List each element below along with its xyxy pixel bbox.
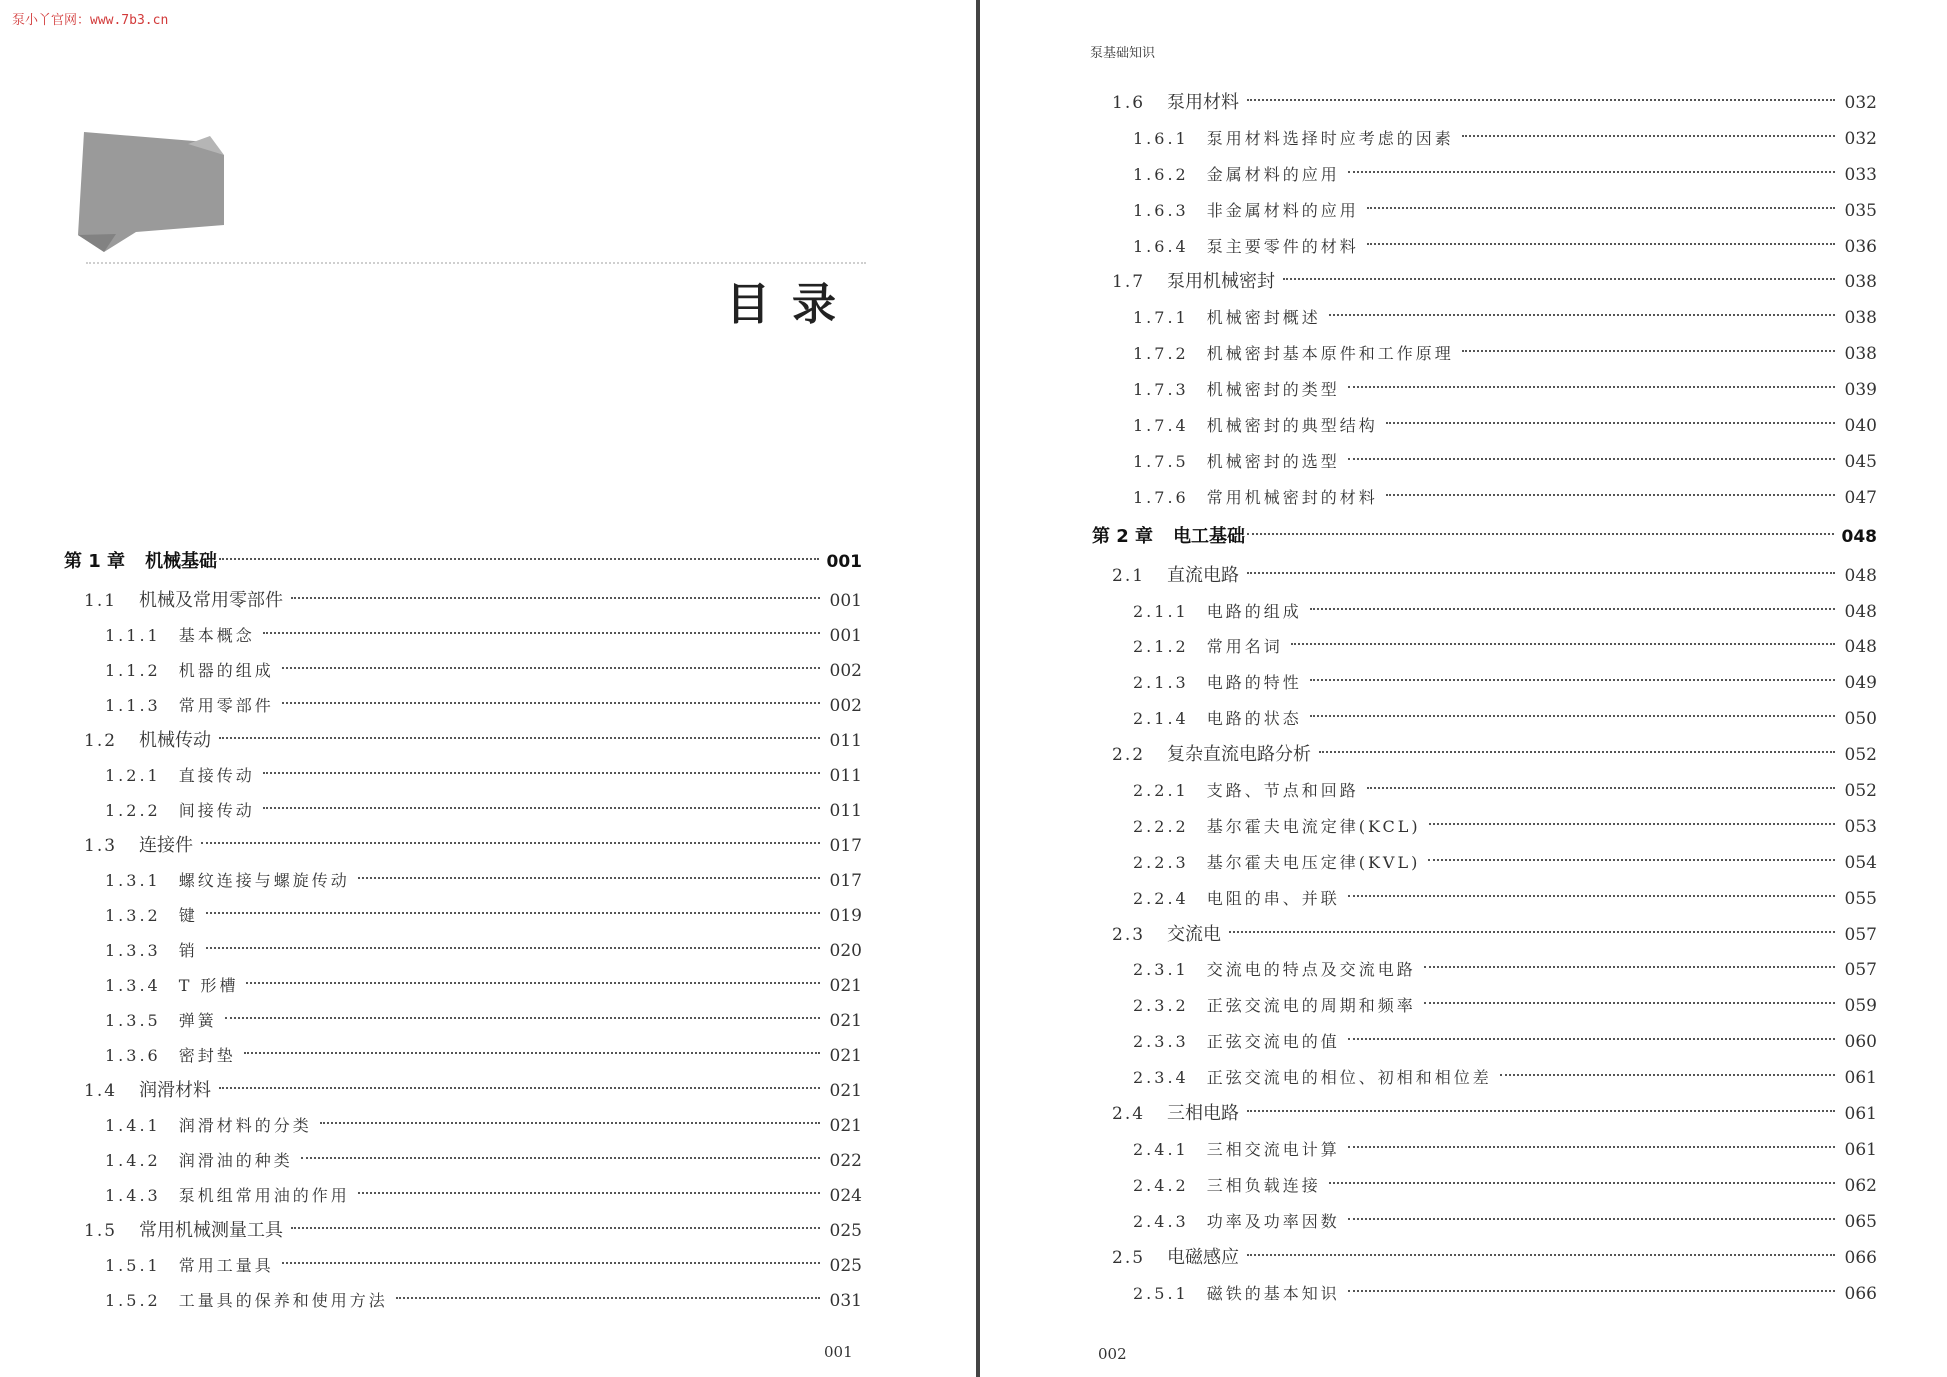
dot-leader [1229, 931, 1835, 933]
entry-title: 直接传动 [178, 766, 255, 785]
entry-number: 1.7.2 [1133, 344, 1189, 364]
toc-entry-section[interactable] [64, 1073, 862, 1108]
entry-title: T 形槽 [178, 976, 239, 995]
entry-page-number: 066 [1844, 1283, 1877, 1304]
dot-leader [358, 877, 820, 879]
toc-entry-section[interactable] [1092, 85, 1877, 121]
dot-leader [1310, 608, 1835, 610]
running-head: 泵基础知识 [1090, 46, 1156, 61]
entry-title: 电工基础 [1173, 525, 1246, 547]
dot-leader [1367, 207, 1835, 209]
toc-entry-section[interactable] [1092, 917, 1877, 953]
dot-leader [1247, 572, 1835, 574]
dot-leader [219, 558, 818, 560]
entry-page-number: 057 [1844, 960, 1877, 981]
entry-page-number: 011 [829, 801, 862, 821]
entry-number: 1.3.6 [105, 1046, 161, 1065]
watermark: 泵小丫官网：www.7b3.cn [12, 13, 169, 28]
toc-entry-section[interactable] [1092, 737, 1877, 773]
entry-number: 1.7 [1112, 272, 1146, 293]
entry-page-number: 048 [1841, 526, 1877, 547]
entry-title: 基尔霍夫电流定律(KCL) [1206, 816, 1421, 836]
dot-leader [1348, 1218, 1835, 1220]
entry-page-number: 002 [829, 696, 862, 716]
entry-title: 常用名词 [1206, 637, 1283, 657]
toc-entry-subsection[interactable] [1092, 629, 1877, 665]
entry-number: 2.1.3 [1133, 673, 1189, 693]
entry-number: 2.2 [1112, 745, 1146, 766]
toc-entry-subsection[interactable] [1092, 193, 1877, 229]
entry-number: 1.7.3 [1133, 380, 1189, 400]
entry-page-number: 011 [829, 766, 862, 786]
entry-number: 1.4.2 [105, 1151, 161, 1170]
toc-entry-subsection[interactable] [1092, 480, 1877, 516]
entry-title: 电阻的串、并联 [1206, 888, 1340, 908]
entry-page-number: 020 [829, 941, 862, 961]
entry-title: 三相电路 [1167, 1103, 1240, 1125]
entry-page-number: 021 [829, 1116, 862, 1136]
entry-number: 2.3.2 [1133, 996, 1189, 1016]
dot-leader [1424, 1002, 1835, 1004]
dot-leader [1247, 1110, 1835, 1112]
entry-page-number: 038 [1844, 272, 1877, 293]
entry-page-number: 021 [829, 1046, 862, 1066]
entry-title: 电路的特性 [1206, 673, 1302, 693]
dot-leader [1367, 243, 1835, 245]
entry-page-number: 052 [1844, 781, 1877, 802]
entry-page-number: 001 [829, 591, 862, 611]
entry-title: 泵机组常用油的作用 [178, 1186, 350, 1205]
entry-number: 2.2.4 [1133, 888, 1189, 908]
entry-number: 2.1.1 [1133, 601, 1189, 621]
entry-page-number: 035 [1844, 200, 1877, 221]
dot-leader [1348, 171, 1835, 173]
entry-title: 复杂直流电路分析 [1167, 744, 1312, 766]
entry-number: 2.2.2 [1133, 816, 1189, 836]
entry-number: 1.4.1 [105, 1116, 161, 1135]
entry-title: 电路的状态 [1206, 709, 1302, 729]
dot-leader [1348, 458, 1835, 460]
dot-leader [206, 912, 820, 914]
entry-number: 1.6.3 [1133, 200, 1189, 220]
entry-page-number: 038 [1844, 344, 1877, 365]
entry-page-number: 048 [1844, 565, 1877, 586]
entry-page-number: 021 [829, 1081, 862, 1101]
entry-number: 2.1.2 [1133, 637, 1189, 657]
entry-title: 润滑材料 [139, 1080, 212, 1101]
toc-list-left [64, 541, 862, 1318]
toc-entry-section[interactable] [1092, 1096, 1877, 1132]
toc-entry-subsection[interactable] [1092, 988, 1877, 1024]
entry-page-number: 001 [826, 552, 862, 572]
entry-number: 1.3 [84, 836, 118, 856]
dot-leader [291, 1227, 820, 1229]
entry-number: 1.6.2 [1133, 164, 1189, 184]
entry-number: 2.4.1 [1133, 1139, 1189, 1159]
toc-entry-section[interactable] [1092, 1240, 1877, 1276]
entry-number: 1.2.2 [105, 801, 161, 820]
entry-page-number: 039 [1844, 380, 1877, 401]
toc-entry-subsection[interactable] [64, 793, 862, 828]
toc-entry-subsection[interactable] [64, 1283, 862, 1318]
entry-page-number: 017 [829, 871, 862, 891]
toc-entry-subsection[interactable] [64, 758, 862, 793]
dot-leader [1348, 1038, 1835, 1040]
entry-page-number: 062 [1844, 1175, 1877, 1196]
entry-title: 常用机械密封的材料 [1206, 487, 1378, 507]
entry-page-number: 065 [1844, 1211, 1877, 1232]
entry-title: 工量具的保养和使用方法 [178, 1291, 388, 1310]
entry-number: 1.7.4 [1133, 416, 1189, 436]
right-page [980, 0, 1947, 1377]
dot-leader [1291, 643, 1835, 645]
entry-title: 磁铁的基本知识 [1206, 1283, 1340, 1303]
entry-title: 支路、节点和回路 [1206, 781, 1359, 801]
dot-leader [1386, 494, 1835, 496]
entry-title: 非金属材料的应用 [1206, 200, 1359, 220]
entry-title: 三相交流电计算 [1206, 1139, 1340, 1159]
entry-title: 直流电路 [1167, 564, 1240, 586]
toc-entry-subsection[interactable] [1092, 665, 1877, 701]
entry-title: 螺纹连接与螺旋传动 [178, 871, 350, 890]
entry-page-number: 011 [829, 731, 862, 751]
entry-page-number: 045 [1844, 451, 1877, 472]
entry-title: 机械密封概述 [1206, 308, 1321, 328]
entry-title: 常用工量具 [178, 1256, 274, 1275]
dot-leader [1428, 859, 1835, 861]
entry-title: 常用机械测量工具 [139, 1220, 284, 1241]
entry-title: 功率及功率因数 [1206, 1211, 1340, 1231]
dot-leader [219, 737, 820, 739]
toc-entry-subsection[interactable] [1092, 1276, 1877, 1312]
toc-entry-subsection[interactable] [1092, 845, 1877, 881]
dot-leader [1429, 823, 1835, 825]
entry-title: 正弦交流电的相位、初相和相位差 [1206, 1068, 1492, 1088]
toc-entry-section[interactable] [64, 723, 862, 758]
toc-entry-section[interactable] [64, 583, 862, 618]
dot-leader [201, 842, 820, 844]
entry-title: 密封垫 [178, 1046, 236, 1065]
dot-leader [246, 982, 820, 984]
entry-number: 1.2 [84, 731, 118, 751]
entry-title: 常用零部件 [178, 696, 274, 715]
dot-leader [1462, 350, 1835, 352]
dot-leader [206, 947, 820, 949]
entry-title: 泵主要零件的材料 [1206, 236, 1359, 256]
entry-title: 键 [178, 906, 198, 925]
entry-title: 正弦交流电的周期和频率 [1206, 996, 1416, 1016]
toc-entry-subsection[interactable] [1092, 701, 1877, 737]
dot-leader [263, 632, 820, 634]
entry-number: 2.4 [1112, 1104, 1146, 1125]
entry-title: 三相负载连接 [1206, 1175, 1321, 1195]
entry-title: 泵用材料选择时应考虑的因素 [1206, 128, 1454, 148]
toc-entry-subsection[interactable] [1092, 1060, 1877, 1096]
toc-entry-subsection[interactable] [1092, 952, 1877, 988]
toc-entry-subsection[interactable] [64, 688, 862, 723]
dot-leader [396, 1297, 820, 1299]
toc-entry-subsection[interactable] [1092, 773, 1877, 809]
entry-page-number: 048 [1844, 637, 1877, 658]
entry-number: 1.5.2 [105, 1291, 161, 1310]
entry-title: 机械密封的典型结构 [1206, 416, 1378, 436]
entry-title: 机械密封的类型 [1206, 380, 1340, 400]
dot-leader [1319, 751, 1835, 753]
toc-entry-subsection[interactable] [1092, 408, 1877, 444]
entry-number: 1.6.1 [1133, 128, 1189, 148]
dot-leader [1247, 99, 1835, 101]
entry-page-number: 066 [1844, 1247, 1877, 1268]
entry-page-number: 019 [829, 906, 862, 926]
entry-number: 2.5 [1112, 1247, 1146, 1268]
entry-title: 交流电的特点及交流电路 [1206, 960, 1416, 980]
toc-entry-subsection[interactable] [1092, 1204, 1877, 1240]
dot-leader [1329, 1182, 1835, 1184]
toc-entry-subsection[interactable] [64, 933, 862, 968]
dot-leader [1329, 314, 1835, 316]
entry-page-number: 025 [829, 1221, 862, 1241]
dot-leader [219, 1087, 820, 1089]
dot-leader [244, 1052, 820, 1054]
entry-page-number: 060 [1844, 1032, 1877, 1053]
toc-entry-section[interactable] [1092, 558, 1877, 594]
entry-number: 1.3.5 [105, 1011, 161, 1030]
toc-entry-subsection[interactable] [64, 1248, 862, 1283]
entry-title: 基尔霍夫电压定律(KVL) [1206, 852, 1421, 872]
dot-leader [1500, 1074, 1835, 1076]
dot-leader [282, 667, 820, 669]
entry-number: 1.4.3 [105, 1186, 161, 1205]
entry-page-number: 001 [829, 626, 862, 646]
dot-leader [1310, 679, 1835, 681]
dot-leader [1283, 278, 1835, 280]
entry-number: 1.5 [84, 1221, 118, 1241]
entry-title: 机械传动 [139, 730, 212, 751]
page-title: 目录 [726, 279, 858, 330]
dot-leader [1348, 1290, 1835, 1292]
toc-entry-subsection[interactable] [1092, 372, 1877, 408]
dot-leader [263, 772, 820, 774]
entry-title: 机器的组成 [178, 661, 274, 680]
toc-entry-subsection[interactable] [64, 863, 862, 898]
entry-title: 润滑材料的分类 [178, 1116, 312, 1135]
entry-title: 泵用机械密封 [1167, 271, 1276, 293]
entry-number: 1.5.1 [105, 1256, 161, 1275]
toc-entry-chapter[interactable] [1092, 516, 1877, 558]
toc-entry-subsection[interactable] [64, 1003, 862, 1038]
entry-number: 1.7.5 [1133, 451, 1189, 471]
entry-title: 机械密封的选型 [1206, 451, 1340, 471]
toc-entry-subsection[interactable] [64, 653, 862, 688]
entry-title: 连接件 [139, 835, 194, 856]
entry-page-number: 040 [1844, 416, 1877, 437]
toc-entry-subsection[interactable] [1092, 1132, 1877, 1168]
entry-number: 1.4 [84, 1081, 118, 1101]
dot-leader [1424, 966, 1835, 968]
toc-entry-subsection[interactable] [1092, 444, 1877, 480]
entry-number: 1.7.1 [1133, 308, 1189, 328]
toc-entry-subsection[interactable] [64, 898, 862, 933]
dot-leader [358, 1192, 820, 1194]
entry-number: 1.7.6 [1133, 487, 1189, 507]
entry-page-number: 050 [1844, 709, 1877, 730]
entry-page-number: 048 [1844, 601, 1877, 622]
dot-leader [291, 597, 820, 599]
dot-leader [282, 702, 820, 704]
toc-entry-subsection[interactable] [1092, 881, 1877, 917]
entry-page-number: 025 [829, 1256, 862, 1276]
entry-number: 1.3.1 [105, 871, 161, 890]
dot-leader [301, 1157, 820, 1159]
dot-leader [1367, 787, 1835, 789]
entry-title: 泵用材料 [1167, 92, 1240, 113]
entry-title: 弹簧 [178, 1011, 217, 1030]
entry-page-number: 032 [1844, 128, 1877, 149]
entry-page-number: 036 [1844, 236, 1877, 257]
entry-number: 1.1.3 [105, 696, 161, 715]
entry-number: 2.3.1 [1133, 960, 1189, 980]
entry-number: 1.1.1 [105, 626, 161, 645]
entry-title: 销 [178, 941, 198, 960]
entry-number: 2.2.1 [1133, 781, 1189, 801]
dot-leader [1386, 422, 1835, 424]
toc-entry-chapter[interactable] [64, 541, 862, 583]
entry-title: 交流电 [1167, 923, 1222, 945]
dot-leader [1310, 715, 1835, 717]
toc-entry-subsection[interactable] [64, 968, 862, 1003]
entry-number: 1.6 [1112, 93, 1146, 113]
decorative-polygon-icon [76, 130, 226, 255]
entry-title: 基本概念 [178, 626, 255, 645]
entry-number: 2.1.4 [1133, 709, 1189, 729]
toc-entry-subsection[interactable] [1092, 1168, 1877, 1204]
entry-number: 2.1 [1112, 565, 1146, 586]
entry-number: 1.3.4 [105, 976, 161, 995]
entry-number: 2.3 [1112, 924, 1146, 945]
entry-number: 1.2.1 [105, 766, 161, 785]
entry-page-number: 061 [1844, 1104, 1877, 1125]
entry-page-number: 033 [1844, 164, 1877, 185]
entry-number: 第 1 章 [64, 551, 126, 572]
toc-entry-section[interactable] [1092, 264, 1877, 300]
entry-number: 2.3.4 [1133, 1068, 1189, 1088]
entry-number: 1.3.3 [105, 941, 161, 960]
entry-title: 机械密封基本原件和工作原理 [1206, 344, 1454, 364]
entry-page-number: 021 [829, 976, 862, 996]
toc-entry-subsection[interactable] [1092, 229, 1877, 265]
entry-page-number: 061 [1844, 1139, 1877, 1160]
entry-title: 间接传动 [178, 801, 255, 820]
toc-entry-subsection[interactable] [1092, 336, 1877, 372]
entry-page-number: 053 [1844, 816, 1877, 837]
entry-number: 2.3.3 [1133, 1032, 1189, 1052]
entry-page-number: 032 [1844, 93, 1877, 113]
entry-page-number: 031 [829, 1291, 862, 1311]
dot-leader [1247, 1254, 1835, 1256]
entry-page-number: 002 [829, 661, 862, 681]
entry-page-number: 049 [1844, 673, 1877, 694]
entry-title: 机械及常用零部件 [139, 590, 284, 611]
entry-number: 1.6.4 [1133, 236, 1189, 256]
dot-leader [282, 1262, 820, 1264]
entry-number: 1.3.2 [105, 906, 161, 925]
entry-page-number: 024 [829, 1186, 862, 1206]
toc-entry-subsection[interactable] [64, 1038, 862, 1073]
toc-entry-subsection[interactable] [64, 1108, 862, 1143]
entry-page-number: 052 [1844, 745, 1877, 766]
toc-entry-subsection[interactable] [64, 1178, 862, 1213]
entry-number: 第 2 章 [1092, 525, 1154, 547]
entry-page-number: 054 [1844, 852, 1877, 873]
entry-page-number: 022 [829, 1151, 862, 1171]
entry-number: 2.4.3 [1133, 1211, 1189, 1231]
dot-leader [1348, 1146, 1835, 1148]
dot-leader [1348, 386, 1835, 388]
toc-entry-subsection[interactable] [64, 618, 862, 653]
toc-entry-subsection[interactable] [1092, 157, 1877, 193]
page-number: 001 [824, 1343, 853, 1361]
entry-page-number: 047 [1844, 487, 1877, 508]
entry-number: 2.4.2 [1133, 1175, 1189, 1195]
toc-entry-subsection[interactable] [1092, 300, 1877, 336]
entry-title: 电路的组成 [1206, 601, 1302, 621]
entry-number: 2.2.3 [1133, 852, 1189, 872]
entry-title: 正弦交流电的值 [1206, 1032, 1340, 1052]
entry-title: 电磁感应 [1167, 1246, 1240, 1268]
dot-leader [1247, 533, 1833, 535]
decorative-divider [86, 262, 866, 264]
dot-leader [1348, 895, 1835, 897]
toc-entry-subsection[interactable] [64, 1143, 862, 1178]
entry-page-number: 055 [1844, 888, 1877, 909]
toc-entry-section[interactable] [64, 828, 862, 863]
entry-page-number: 057 [1844, 924, 1877, 945]
toc-entry-subsection[interactable] [1092, 594, 1877, 630]
dot-leader [263, 807, 820, 809]
entry-page-number: 038 [1844, 308, 1877, 329]
dot-leader [1462, 135, 1835, 137]
toc-entry-subsection[interactable] [1092, 121, 1877, 157]
toc-list-right [1092, 85, 1877, 1311]
page-number: 002 [1098, 1345, 1127, 1363]
entry-number: 2.5.1 [1133, 1283, 1189, 1303]
entry-number: 1.1.2 [105, 661, 161, 680]
entry-title: 润滑油的种类 [178, 1151, 293, 1170]
entry-page-number: 021 [829, 1011, 862, 1031]
toc-entry-section[interactable] [64, 1213, 862, 1248]
dot-leader [225, 1017, 820, 1019]
entry-number: 1.1 [84, 591, 118, 611]
entry-page-number: 059 [1844, 996, 1877, 1017]
toc-entry-subsection[interactable] [1092, 809, 1877, 845]
entry-title: 金属材料的应用 [1206, 164, 1340, 184]
toc-entry-subsection[interactable] [1092, 1024, 1877, 1060]
entry-page-number: 017 [829, 836, 862, 856]
entry-page-number: 061 [1844, 1068, 1877, 1089]
dot-leader [320, 1122, 820, 1124]
entry-title: 机械基础 [145, 551, 218, 572]
